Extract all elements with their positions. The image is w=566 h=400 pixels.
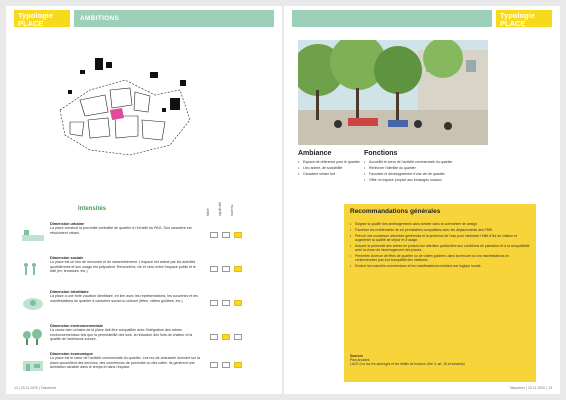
list-item: • Lieu animé, de sociabilité — [298, 166, 362, 171]
column-head-strong: soutenu — [230, 204, 234, 216]
row-text: La cause bien urbaine de la place doit être compatible avec l'intégration des arbres environnementaux tels que la perméabilité des sols, la réduction des îlots de chaleur et la qualité de l'ambiance sonore. — [50, 328, 193, 342]
column-head-weak: faible — [206, 208, 210, 216]
intensity-row — [20, 290, 256, 324]
sources-title: Sources — [350, 354, 364, 358]
list-item: • Favoriser les revêtements de sol perméables compatibles avec les déplacements des PMR. — [350, 228, 530, 232]
page-footer-left: 12 | 20.11.2020 | Tafpartner — [14, 386, 57, 390]
intensity-cell — [210, 232, 218, 238]
list-item: • Prévoir une couverture arborisée généreuse et la présence de l'eau pour minimiser l'effet d'îlot de chaleur et augmenter la qualité de séjour et d'usage. — [350, 234, 530, 243]
page-footer-right: Tafpartner | 20.11.2020 | 13 — [509, 386, 552, 390]
header-bar — [292, 10, 492, 27]
commerce-icon — [20, 355, 46, 375]
recommendations-title: Recommandations générales — [350, 208, 441, 215]
list-item: • Permettre la tenue de fêtes de quartier ou de visites guidées, dans la mesure où ces manifestations ne contreviennent pas à la tranquillité des habitants. — [350, 254, 530, 263]
tag-line1: Typologie — [500, 11, 535, 20]
list-item: • Renforcer l'identité du quartier — [364, 166, 494, 171]
intensity-cell — [222, 232, 230, 238]
urban-icon — [20, 225, 46, 245]
intensity-cell — [222, 362, 230, 368]
intensity-row — [20, 352, 256, 386]
tree-icon — [20, 327, 46, 347]
list-item: • Caractère urbain fort — [298, 172, 362, 177]
source-item: LACE (Loi sur les auberges et les débits de boisson, titre 3, art. 18 et suivants) — [350, 362, 465, 367]
row-title: Dimension urbaine — [50, 222, 85, 226]
intensity-cell — [234, 300, 242, 306]
tag-line1: Typologie — [18, 11, 53, 20]
intensity-cell — [210, 300, 218, 306]
right-page — [284, 6, 560, 394]
recommendations-list — [350, 222, 530, 270]
people-icon — [20, 259, 46, 279]
list-item: • Espace de référence pour le quartier — [298, 160, 362, 165]
row-title: Dimension économique — [50, 352, 93, 356]
typology-tag — [14, 10, 70, 27]
tag-line2: PLACE — [18, 19, 44, 28]
intensity-cell — [210, 334, 218, 340]
intensity-cell — [222, 334, 230, 340]
row-text: La place a une forte vocation identitaire, en lien avec les représentations, les souvenirs et les manifestations du quartier à caractère social ou culturel (fêtes, visites guidées, etc.) — [50, 294, 198, 303]
row-text: La place est le cœur de l'activité commerciale du quartier. Les rez-de-chaussée donnant sur la place accueillent des services, des commerces de proximité ou des cafés. Ils génèrent une animation variable dans le temps et dans l'espace. — [50, 356, 200, 370]
intensity-cell — [234, 232, 242, 238]
header-title: AMBITIONS — [80, 15, 120, 22]
list-item: • Offrir un espace propice aux échanges sociaux — [364, 178, 494, 183]
source-item: Plan Arcades — [350, 358, 370, 363]
intensity-cell — [210, 266, 218, 272]
intensity-row — [20, 222, 256, 256]
intensity-cell — [234, 334, 242, 340]
fonctions-title: Fonctions — [364, 150, 398, 157]
intensity-cell — [210, 362, 218, 368]
identity-icon — [20, 293, 46, 313]
list-item: • Soigner la qualité des aménagements sans tomber dans la surenchère de design. — [350, 222, 530, 226]
list-item: • Exclure les marchés commerciaux et les manifestations revêtant une logique lourde. — [350, 264, 530, 268]
intensity-cell — [222, 266, 230, 272]
place-photo — [298, 40, 488, 145]
intensities-title: Intensités — [78, 206, 107, 212]
intensity-cell — [234, 266, 242, 272]
place-highlight — [110, 108, 124, 120]
list-item: • Assurer la pérennité des arbres en portant une attention particulière aux conditions de plantation et à la compatibilité avec la vision de l'aménagement des places. — [350, 244, 530, 253]
recommendations-box — [344, 204, 536, 382]
fonctions-list — [364, 160, 494, 184]
intensity-row — [20, 256, 256, 290]
row-text: La place construit la proximité centralité de quartier à l'échelle du PAG. Son caractère est résolument urbain. — [50, 226, 192, 235]
column-head-significant: significatif — [218, 202, 222, 216]
left-page — [6, 6, 282, 394]
site-plan — [50, 50, 200, 160]
row-title: Dimension sociale — [50, 256, 84, 260]
ambiance-list — [298, 160, 362, 178]
tag-line2: PLACE — [500, 19, 526, 28]
ambiance-title: Ambiance — [298, 150, 332, 157]
intensity-cell — [234, 362, 242, 368]
row-title: Dimension environnementale — [50, 324, 103, 328]
list-item: • Accueillir le cœur de l'activité commerciale du quartier — [364, 160, 494, 165]
sources — [350, 354, 530, 367]
row-text: La place est un lieu de rencontre et de rassemblement. L'espace est animé par les activités quotidiennes et son usage est polyvalent. Rencontres, vie et vécu entre l'espace public et le bâti (ex: terrasses, etc.) — [50, 260, 196, 274]
list-item: • Favoriser le développement d'une vie de quartier — [364, 172, 494, 177]
typology-tag — [496, 10, 552, 27]
intensity-cell — [222, 300, 230, 306]
row-title: Dimension identitaire — [50, 290, 89, 294]
